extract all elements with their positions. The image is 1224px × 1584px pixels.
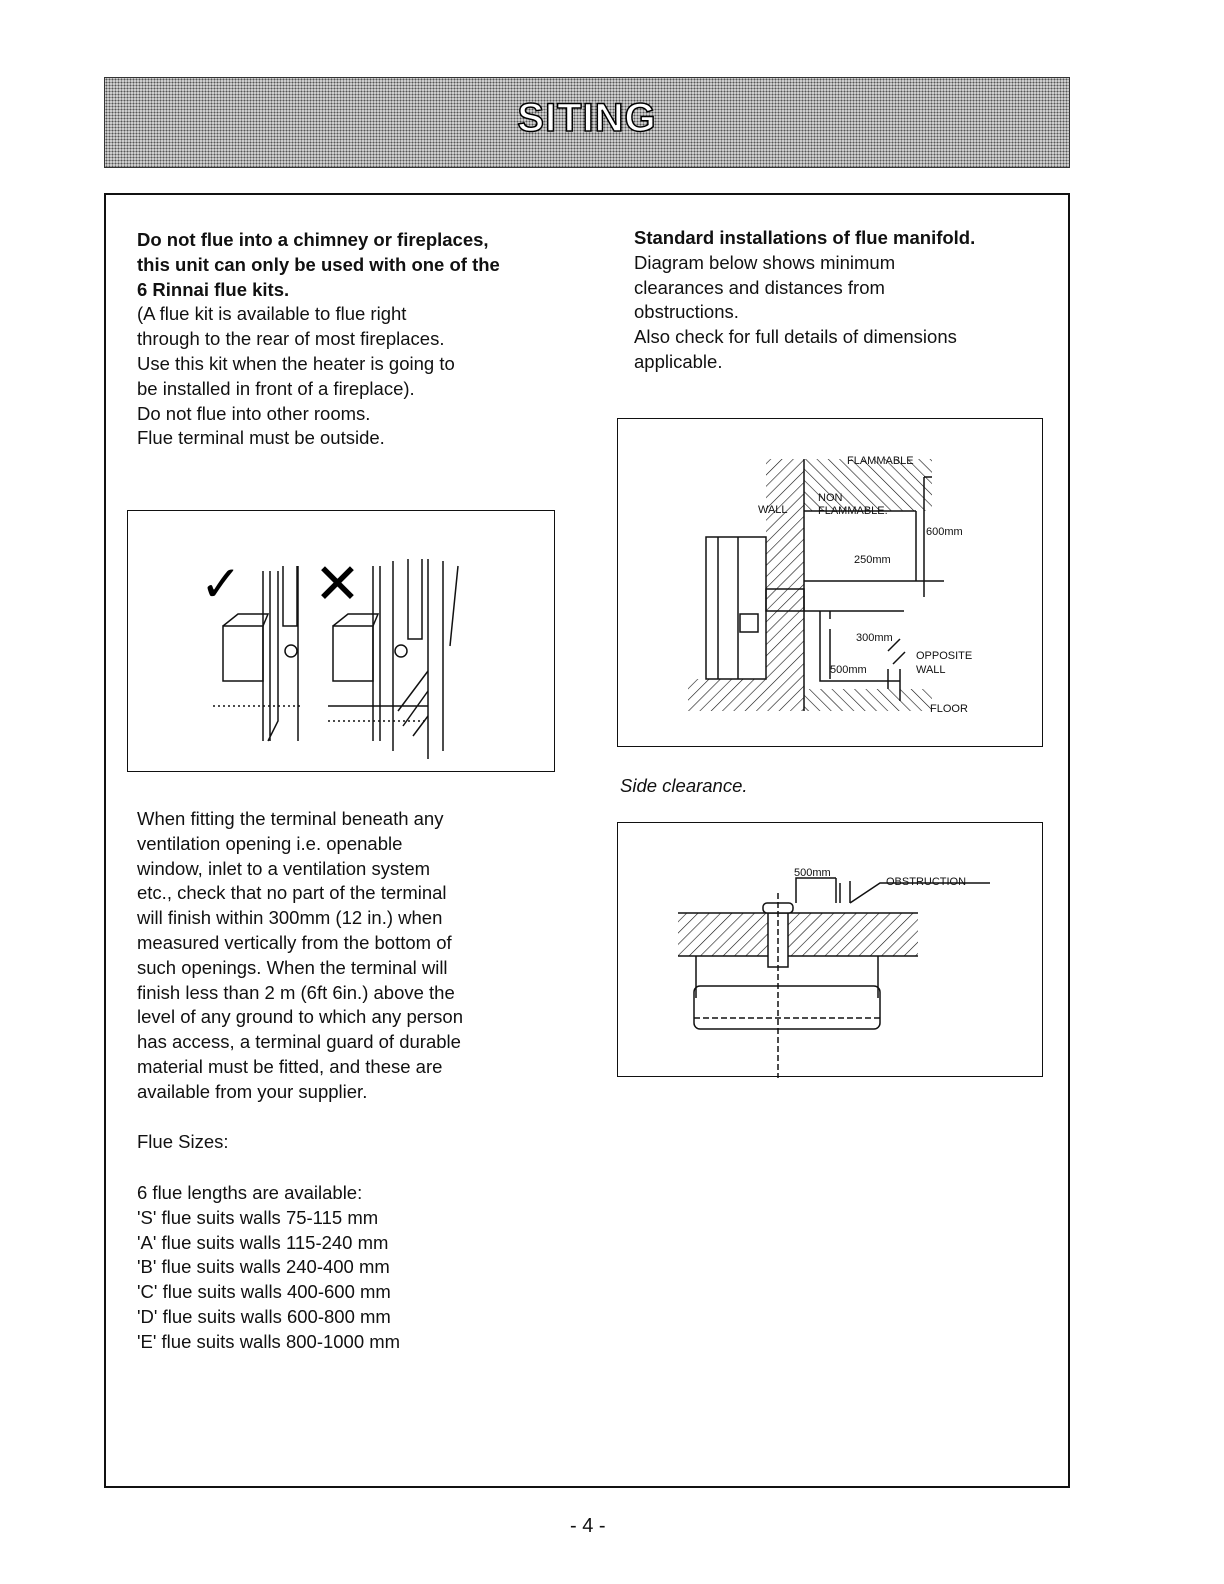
label-opposite: OPPOSITE: [916, 650, 973, 662]
text-line: Standard installations of flue manifold.: [634, 227, 976, 248]
cross-icon: ✕: [314, 552, 361, 617]
text-line: material must be fitted, and these are: [137, 1055, 443, 1077]
text-line: applicable.: [634, 350, 723, 372]
text-line: 'C' flue suits walls 400-600 mm: [137, 1281, 391, 1303]
side-clearance-caption: Side clearance.: [620, 775, 748, 796]
text-line: ventilation opening i.e. openable: [137, 832, 403, 854]
text-line: 6 Rinnai flue kits.: [137, 278, 290, 300]
text-line: 'S' flue suits walls 75-115 mm: [137, 1206, 379, 1228]
label-500mm: 500mm: [794, 867, 831, 879]
text-line: 'D' flue suits walls 600-800 mm: [137, 1305, 391, 1327]
floor: [804, 689, 932, 711]
flue-sizes-heading: Flue Sizes:: [137, 1131, 229, 1152]
text-line: window, inlet to a ventilation system: [137, 857, 431, 879]
flue-sizes-list: [137, 1181, 400, 1355]
text-line: level of any ground to which any person: [137, 1006, 464, 1028]
wall: [766, 459, 804, 679]
wall-section: [678, 913, 918, 956]
flue-warning-text: [137, 228, 500, 451]
text-line: Do not flue into a chimney or fireplaces,: [137, 229, 489, 250]
text-line: will finish within 300mm (12 in.) when: [137, 907, 443, 929]
text-line: Also check for full details of dimensions: [634, 326, 957, 348]
clearance-diagram: [617, 418, 1043, 747]
label-wall: WALL: [758, 504, 788, 516]
label-floor: FLOOR: [930, 703, 968, 715]
terminal-guidance-text: [137, 807, 463, 1105]
page-title: SITING: [517, 96, 657, 140]
text-line: be installed in front of a fireplace).: [137, 377, 415, 399]
text-line: obstructions.: [634, 301, 739, 323]
text-line: has access, a terminal guard of durable: [137, 1031, 461, 1053]
text-line: Flue terminal must be outside.: [137, 427, 385, 449]
label-flammable: FLAMMABLE: [847, 455, 914, 467]
check-icon: ✓: [200, 555, 242, 613]
text-line: such openings. When the terminal will: [137, 956, 448, 978]
text-line: finish less than 2 m (6ft 6in.) above the: [137, 981, 455, 1003]
text-line: available from your supplier.: [137, 1080, 368, 1102]
text-line: this unit can only be used with one of the: [137, 253, 500, 275]
page-number: - 4 -: [570, 1515, 606, 1537]
text-line: clearances and distances from: [634, 276, 885, 298]
text-line: 'E' flue suits walls 800-1000 mm: [137, 1330, 401, 1352]
label-non: NON: [818, 492, 843, 504]
label-obstruction: OBSTRUCTION: [886, 876, 967, 888]
text-line: 'B' flue suits walls 240-400 mm: [137, 1256, 390, 1278]
label-opposite-wall: WALL: [916, 664, 946, 676]
label-500mm: 500mm: [830, 664, 867, 676]
text-line: Use this kit when the heater is going to: [137, 352, 455, 374]
text-line: 'A' flue suits walls 115-240 mm: [137, 1231, 389, 1253]
text-line: measured vertically from the bottom of: [137, 931, 452, 953]
text-line: 6 flue lengths are available:: [137, 1182, 363, 1203]
text-line: Do not flue into other rooms.: [137, 402, 371, 424]
text-line: When fitting the terminal beneath any: [137, 808, 444, 829]
section-banner: [104, 77, 1070, 168]
label-250mm: 250mm: [854, 554, 891, 566]
label-600mm: 600mm: [926, 526, 963, 538]
correct-incorrect-installation-diagram: [127, 510, 555, 772]
text-line: Diagram below shows minimum: [634, 251, 896, 273]
label-300mm: 300mm: [856, 632, 893, 644]
obstruction-diagram: [617, 822, 1043, 1077]
text-line: through to the rear of most fireplaces.: [137, 328, 445, 350]
label-non-flammable: FLAMMABLE.: [818, 505, 888, 517]
text-line: etc., check that no part of the terminal: [137, 882, 447, 904]
text-line: (A flue kit is available to flue right: [137, 303, 407, 325]
manifold-installation-text: [634, 226, 975, 375]
